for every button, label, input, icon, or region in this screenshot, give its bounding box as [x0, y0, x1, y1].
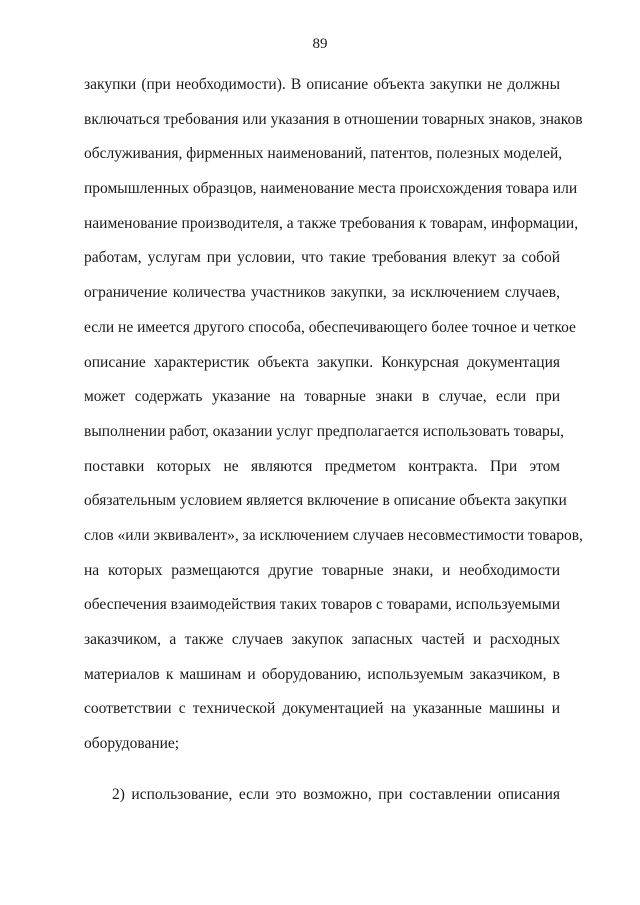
text-line: выполнении работ, оказании услуг предполагается использовать товары,: [84, 422, 564, 440]
text-line: включаться требования или указания в отношении товарных знаков, знаков: [84, 110, 583, 128]
text-line: если не имеется другого способа, обеспечивающего более точное и четкое: [84, 318, 576, 336]
text-line: обязательным условием является включение в описание объекта закупки: [84, 492, 567, 510]
text-line: материалов к машинам и оборудованию, используемым заказчиком, в: [84, 665, 560, 683]
text-line: промышленных образцов, наименование места происхождения товара или: [84, 180, 578, 198]
text-line: оборудование;: [84, 735, 180, 753]
text-line: заказчиком, а также случаев закупок запасных частей и расходных: [84, 631, 560, 648]
text-line: 2) использование, если это возможно, при составлении описания: [112, 785, 560, 803]
text-line: слов «или эквивалент», за исключением случаев несовместимости товаров,: [84, 526, 583, 544]
text-line: наименование производителя, а также требования к товарам, информации,: [84, 214, 579, 232]
body-text: [84, 68, 583, 812]
text-line: закупки (при необходимости). В описание объекта закупки не должны: [84, 76, 560, 93]
text-line: обслуживания, фирменных наименований, патентов, полезных моделей,: [84, 145, 563, 163]
page-number: 89: [312, 36, 328, 52]
text-line: описание характеристик объекта закупки. Конкурсная документация: [84, 353, 560, 371]
text-line: обеспечения взаимодействия таких товаров с товарами, используемыми: [84, 596, 560, 614]
text-line: на которых размещаются другие товарные знаки, и необходимости: [84, 561, 560, 579]
text-line: поставки которых не являются предметом контракта. При этом: [84, 457, 560, 475]
text-line: соответствии с технической документацией на указанные машины и: [84, 700, 560, 718]
text-line: работам, услугам при условии, что такие требования влекут за собой: [84, 249, 560, 267]
text-line: ограничение количества участников закупки, за исключением случаев,: [84, 284, 560, 302]
text-line: может содержать указание на товарные знаки в случае, если при: [84, 388, 560, 406]
paragraph-gap: [84, 762, 560, 778]
